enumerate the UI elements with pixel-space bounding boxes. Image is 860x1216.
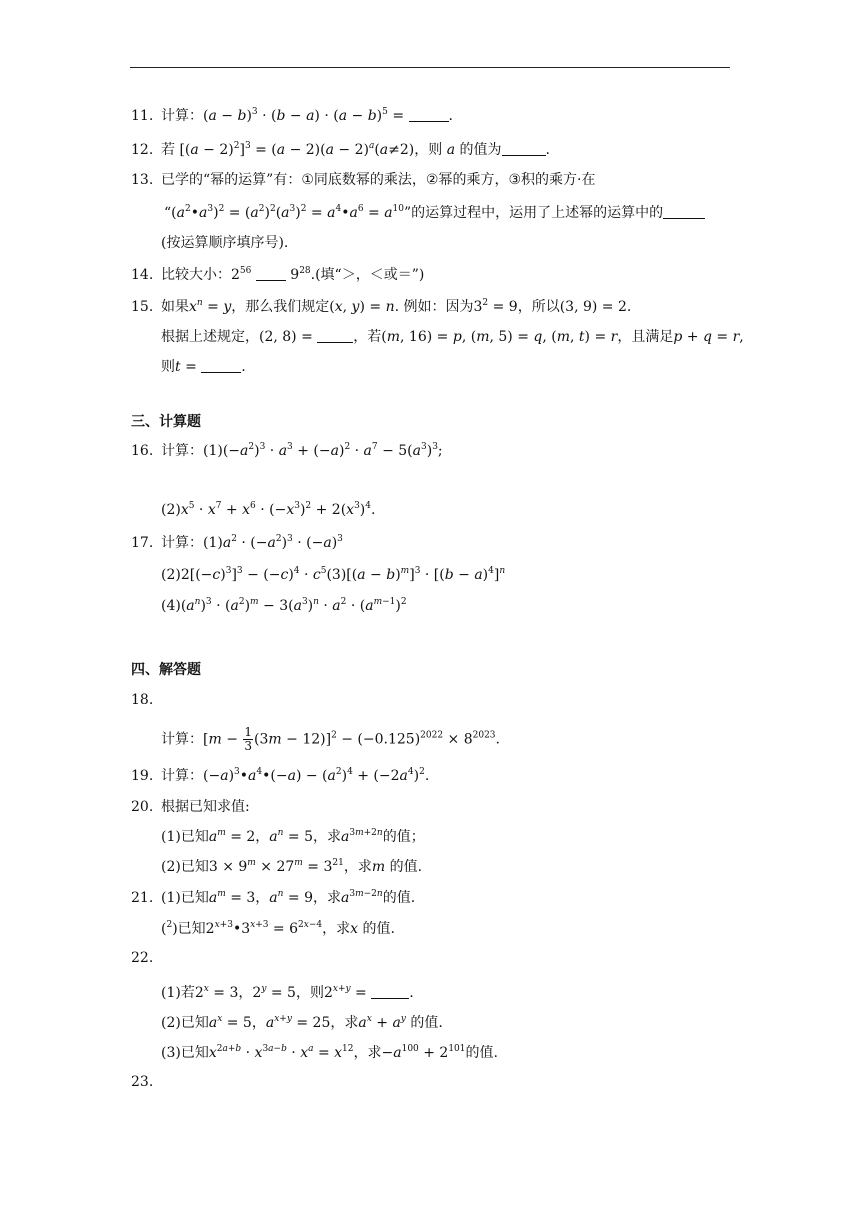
- answer-blank: [371, 986, 409, 999]
- q22-part1: (1)若$2^x = 3$，$2^y = 5$，则$2^{x+y}$ = .: [161, 984, 414, 1001]
- q20-title: 根据已知求值:: [161, 799, 250, 815]
- q17-part4: $(4)(a^n)^3 \cdot (a^2)^m - 3(a^3)^n \cdot a^2 \cdot (a^{m-1})^2$: [161, 597, 407, 614]
- q13-line1: 已学的“幂的运算”有：①同底数幂的乘法，②幂的乘方，③积的乘方·在: [161, 172, 596, 188]
- q16-part2: $(2)x^5 \cdot x^7 + x^6 \cdot (-x^3)^2 + 2(x^3)^4$.: [161, 501, 376, 518]
- q21-part1: (1)已知$a^m = 3$，$a^n = 9$，求$a^{3m-2n}$的值.: [161, 889, 416, 906]
- q15-line2: 根据上述规定，(2, 8) = ，若(m, 16) = p, (m, 5) = q, (m, t) = r，且满足p + q = r,: [161, 329, 744, 345]
- q20-part2: (2)已知$3 \times 9^m \times 27^m = 3^{21}$，求m 的值.: [161, 858, 423, 875]
- q17-part2: $(2)2[(-c)^3]^3 - (-c)^4 \cdot c^5(3)[(a - b)^m]^3 \cdot [(b - a)^4]^n$: [161, 566, 506, 583]
- q17-part1: 计算：$(1)a^2 \cdot (-a^2)^3 \cdot (-a)^3$: [161, 534, 343, 551]
- q19-text: 计算：$(-a)^3•a^4•(-a) - (a^2)^4 + (-2a^4)^2$.: [161, 767, 430, 784]
- q18-number: 18.: [131, 692, 154, 708]
- q21-number: 21.: [131, 890, 154, 906]
- q17-number: 17.: [131, 535, 154, 551]
- q11-number: 11.: [131, 108, 154, 124]
- q21-part2: ($^2$)已知$2^{x+3}•3^{x+3} = 6^{2x-4}$，求x 的值.: [161, 920, 395, 937]
- q15-number: 15.: [131, 299, 154, 315]
- q22-number: 22.: [131, 950, 154, 966]
- answer-blank: [409, 109, 449, 122]
- q12-number: 12.: [131, 142, 154, 158]
- header-rule: [130, 67, 730, 68]
- q15-line3: 则t = .: [161, 359, 246, 375]
- q20-number: 20.: [131, 799, 154, 815]
- q11-text: 计算：$(a - b)^3 \cdot (b - a) \cdot (a - b)^5$ = .: [161, 107, 453, 124]
- q16-number: 16.: [131, 443, 154, 459]
- answer-blank: [201, 360, 241, 373]
- q23-number: 23.: [131, 1074, 154, 1090]
- answer-blank: [317, 330, 353, 343]
- q13-line3: (按运算顺序填序号).: [161, 235, 289, 251]
- q18-text: 计算：[m − $\frac{1}{3}$ $(3m - 12)]^2 - (-0.125)^{2022} \times 8^{2023}$.: [161, 725, 500, 753]
- q16-part1: 计算：$(1)(-a^2)^3 \cdot a^3 + (-a)^2 \cdot a^7 - 5(a^3)^3$;: [161, 442, 443, 459]
- section-title-calc: 三、计算题: [131, 414, 201, 430]
- q19-number: 19.: [131, 768, 154, 784]
- q22-part3: (3)已知$x^{2a+b} \cdot x^{3a-b} \cdot x^a = x^{12}$，求$-a^{100} + 2^{101}$的值.: [161, 1044, 498, 1061]
- q14-number: 14.: [131, 267, 154, 283]
- answer-blank: [663, 206, 705, 219]
- q13-number: 13.: [131, 172, 154, 188]
- q20-part1: (1)已知$a^m = 2$，$a^n = 5$，求$a^{3m+2n}$的值；: [161, 828, 425, 845]
- q14-text: 比较大小：$2^{56}$ $9^{28}$.(填“＞，＜或＝”): [161, 266, 425, 283]
- section-title-answer: 四、解答题: [131, 662, 201, 678]
- answer-blank: [256, 268, 286, 281]
- q13-line2: “$(a^2•a^3)^2 = (a^2)^2(a^3)^2$ = $a^4•a^6 = a^{10}$”的运算过程中，运用了上述幂的运算中的: [164, 203, 705, 223]
- q12-text: 若 $[(a - 2)^2]^3 = (a - 2)(a - 2)^a(a\ne 2)$，则 a 的值为 .: [161, 141, 550, 158]
- answer-blank: [502, 143, 546, 156]
- q22-part2: (2)已知$a^x = 5$，$a^{x+y} = 25$，求$a^x + a^y$ 的值.: [161, 1014, 443, 1031]
- q15-line1: 如果$x^n = y$，那么我们规定(x, y) = n. 例如：因为$3^2 = 9$，所以(3, 9) = 2.: [161, 298, 632, 315]
